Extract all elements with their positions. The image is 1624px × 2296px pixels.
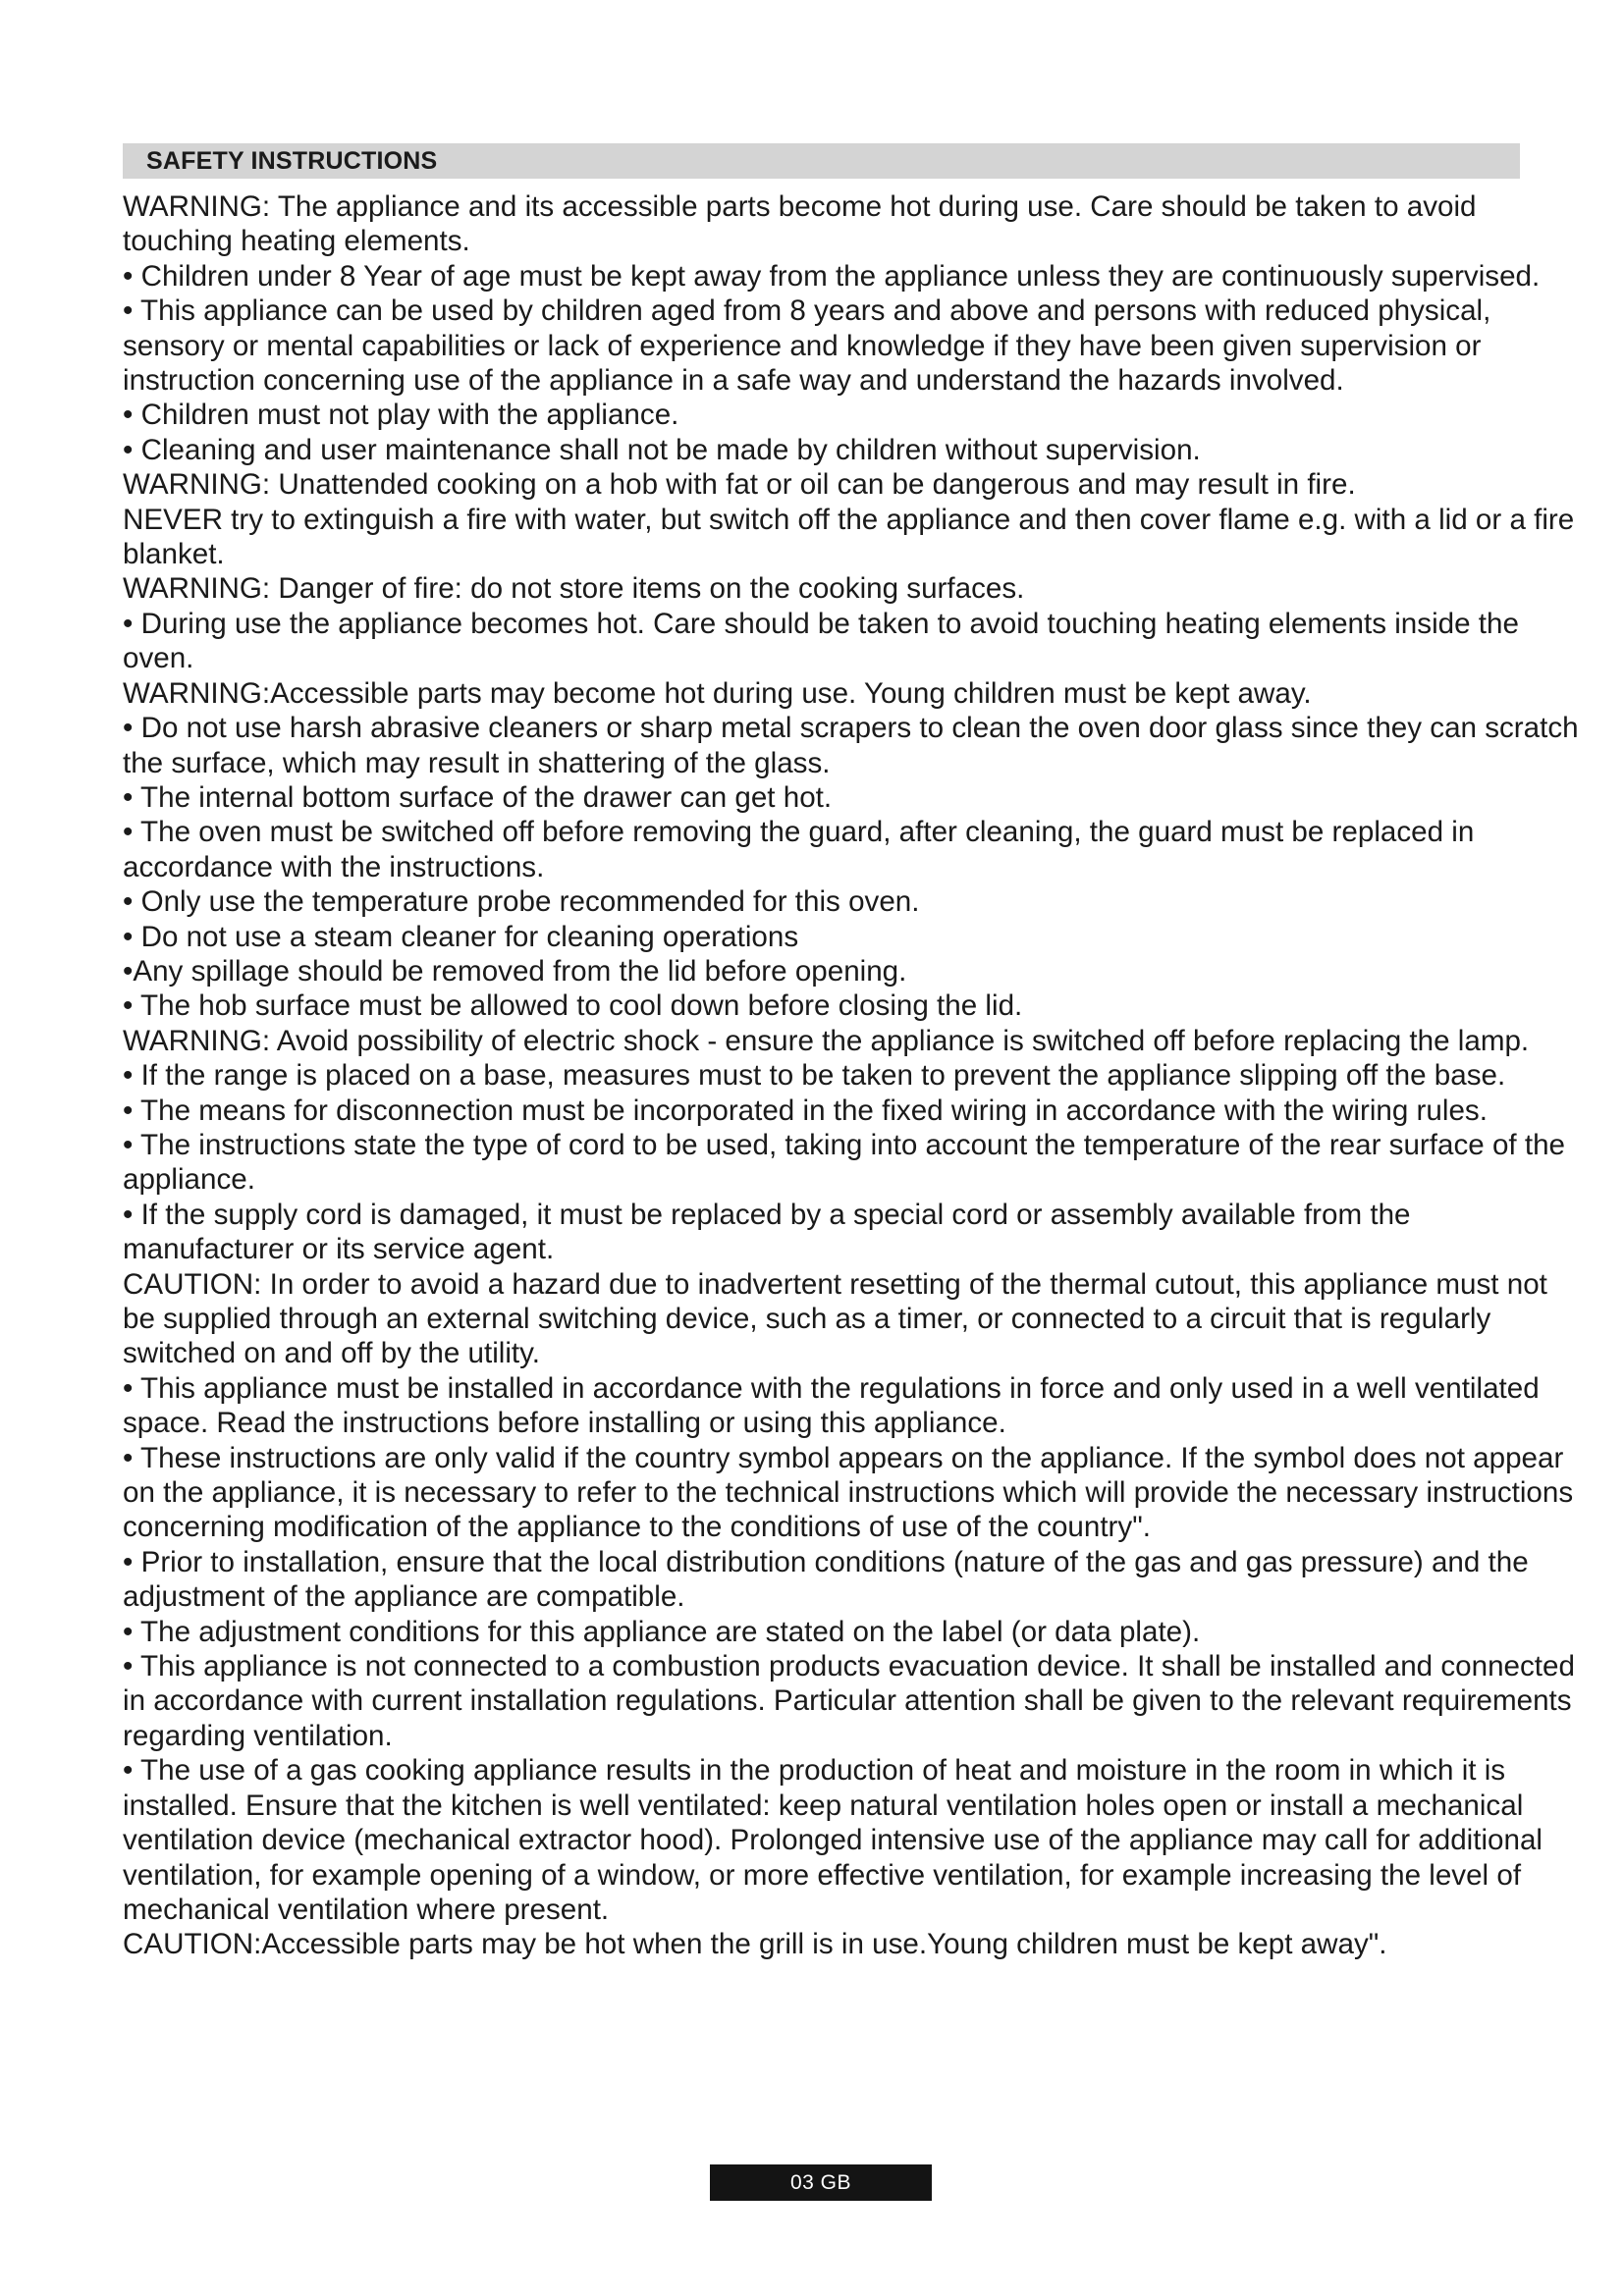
paragraph: • Only use the temperature probe recommended for this oven. (123, 885, 920, 919)
paragraph: NEVER try to extinguish a fire with water, but switch off the appliance and then cover flame e.g. with a lid or a fire blanket. (123, 503, 1575, 571)
paragraph: CAUTION: In order to avoid a hazard due to inadvertent resetting of the thermal cutout, this appliance must not be supplied through an external switching device, such as a timer, or connected to a circuit that is regularly switched on and off by the utility. (123, 1267, 1547, 1370)
paragraph: • During use the appliance becomes hot. Care should be taken to avoid touching heating elements inside the oven. (123, 607, 1519, 675)
paragraph: WARNING: Danger of fire: do not store items on the cooking surfaces. (123, 572, 1025, 606)
paragraph: WARNING: Unattended cooking on a hob with fat or oil can be dangerous and may result in fire. (123, 468, 1356, 502)
paragraph: • These instructions are only valid if the country symbol appears on the appliance. If the symbol does not appear on the appliance, it is necessary to refer to the technical instructions which will provide the necessary instructions concerning modification of the appliance to the conditions of use of the country". (123, 1441, 1574, 1544)
paragraph: • The adjustment conditions for this appliance are stated on the label (or data plate). (123, 1615, 1201, 1648)
paragraph: • The use of a gas cooking appliance results in the production of heat and moisture in the room in which it is installed. Ensure that the kitchen is well ventilated: keep natural ventilation holes open or install a mechanical ventilation device (mechanical extractor hood). Prolonged intensive use of the appliance may call for additional ventilation, for example opening of a window, or more effective ventilation, for example increasing the level of mechanical ventilation where present. (123, 1754, 1543, 1926)
paragraph: WARNING: Avoid possibility of electric shock - ensure the appliance is switched off before replacing the lamp. (123, 1024, 1530, 1057)
paragraph: •Any spillage should be removed from the lid before opening. (123, 954, 907, 988)
page-number: 03 GB (789, 2171, 852, 2194)
paragraph: • Cleaning and user maintenance shall not be made by children without supervision. (123, 433, 1201, 466)
paragraph: • The hob surface must be allowed to cool down before closing the lid. (123, 989, 1023, 1023)
paragraph: • The instructions state the type of cord to be used, taking into account the temperature of the rear surface of the appliance. (123, 1128, 1565, 1197)
paragraph: • Prior to installation, ensure that the local distribution conditions (nature of the gas and gas pressure) and the adjustment of the appliance are compatible. (123, 1545, 1529, 1614)
section-title: SAFETY INSTRUCTIONS (146, 147, 438, 175)
paragraph: CAUTION:Accessible parts may be hot when the grill is in use.Young children must be kept away". (123, 1928, 1387, 1961)
paragraph: • This appliance is not connected to a combustion products evacuation device. It shall be installed and connected in accordance with current installation regulations. Particular attention shall be given to the relevant requirements regarding ventilation. (123, 1650, 1575, 1752)
section-header-bar (123, 143, 1520, 179)
paragraph: • If the range is placed on a base, measures must to be taken to prevent the appliance slipping off the base. (123, 1059, 1506, 1093)
paragraph: • Children must not play with the appliance. (123, 399, 679, 432)
paragraph: WARNING: The appliance and its accessible parts become hot during use. Care should be taken to avoid touching heating elements. (123, 190, 1477, 258)
paragraph: WARNING:Accessible parts may become hot during use. Young children must be kept away. (123, 676, 1312, 710)
paragraph: • The means for disconnection must be incorporated in the fixed wiring in accordance with the wiring rules. (123, 1094, 1488, 1127)
paragraph: • The internal bottom surface of the drawer can get hot. (123, 780, 833, 814)
paragraph: • Do not use a steam cleaner for cleaning operations (123, 920, 799, 953)
safety-instructions-body (123, 189, 1584, 1962)
page-number-badge (710, 2164, 932, 2201)
paragraph: • Children under 8 Year of age must be kept away from the appliance unless they are continuously supervised. (123, 259, 1541, 293)
paragraph: • If the supply cord is damaged, it must be replaced by a special cord or assembly available from the manufacturer or its service agent. (123, 1198, 1411, 1266)
paragraph: • This appliance can be used by children aged from 8 years and above and persons with reduced physical, sensory or mental capabilities or lack of experience and knowledge if they have been given supervision or instruction concerning use of the appliance in a safe way and understand the hazards involved. (123, 294, 1491, 398)
paragraph: • This appliance must be installed in accordance with the regulations in force and only used in a well ventilated space. Read the instructions before installing or using this appliance. (123, 1371, 1540, 1440)
paragraph: • The oven must be switched off before removing the guard, after cleaning, the guard must be replaced in accordance with the instructions. (123, 816, 1475, 883)
paragraph: • Do not use harsh abrasive cleaners or sharp metal scrapers to clean the oven door glass since they can scratch the surface, which may result in shattering of the glass. (123, 712, 1579, 779)
